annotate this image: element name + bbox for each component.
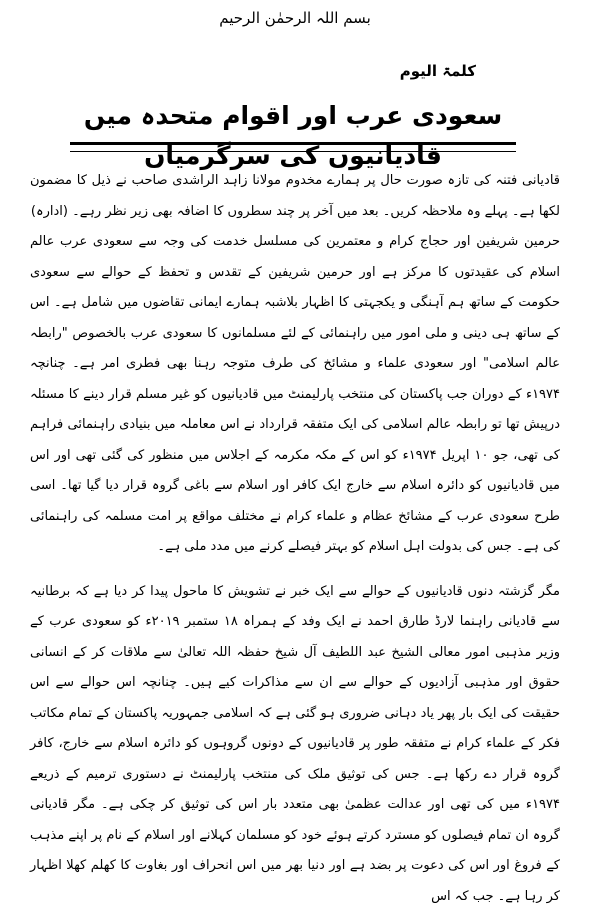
paragraph-recent-news: مگر گزشتہ دنوں قادیانیوں کے حوالے سے ایک خبر نے تشویش کا ماحول پیدا کر دیا ہے کہ برطانیہ سے قادیانی راہنما لارڈ طارق احمد نے ایک وفد کے ہمراہ ۱۸ ستمبر ۲۰۱۹ء کو سعودی عرب کے وزیر مذہبی امور معالی الشیخ عبد اللطیف آل شیخ حفظہ اللہ تعالیٰ سے ملاقات کر کے انسانی حقوق اور مذہبی آزادیوں کے حوالے سے ان سے مذاکرات کیے ہیں۔ چنانچہ اس حوالے سے اس حقیقت کی ایک بار پھر یاد دہانی ضروری ہو گئی ہے کہ اسلامی جمہوریہ پاکستان کے تمام مکاتب فکر کے علماء کرام نے متفقہ طور پر قادیانیوں کے دونوں گروہوں کو دائرہ اسلام سے خارج، کافر گروہ قرار دے رکھا ہے۔ جس کی توثیق ملک کی منتخب پارلیمنٹ نے دستوری ترمیم کے ذریعے ۱۹۷۴ء میں کی تھی اور عدالت عظمیٰ بھی متعدد بار اس کی توثیق کر چکی ہے۔ مگر قادیانی گروہ ان تمام فیصلوں کو مسترد کرتے ہوئے خود کو مسلمان کہلانے اور اسلام کے نام پر اپنے مذہب کے فروغ اور اس کی دعوت پر بضد ہے اور دنیا بھر میں اس انحراف اور بغاوت کا کھلم کھلا اظہار کر رہا ہے۔ جب کہ اس	[30, 583, 560, 904]
bismillah-heading: بسم اللہ الرحمٰن الرحیم	[219, 9, 371, 27]
article-title: سعودی عرب اور اقوام متحدہ میں قادیانیوں کی سرگرمیاں	[70, 96, 516, 145]
section-label: کلمۃ الیوم	[399, 62, 476, 80]
paragraph-intro: قادیانی فتنہ کی تازہ صورت حال پر ہمارے مخدوم مولانا زاہد الراشدی صاحب نے ذیل کا مضمون لکھا ہے۔ پہلے وہ ملاحظہ کریں۔ بعد میں آخر پر چند سطروں کا اضافہ بھی زیر نظر رہے۔ (ادارہ)	[30, 173, 560, 219]
article-body	[30, 166, 560, 912]
paragraph-saudi-arabia: حرمین شریفین اور حجاج کرام و معتمرین کی مسلسل خدمت کی وجہ سے سعودی عرب عالم اسلام کی عقیدتوں کا مرکز ہے اور حرمین شریفین کے تقدس و تحفظ کے حوالے سے سعودی حکومت کے ساتھ ہم آہنگی و یکجہتی کا اظہار بلاشبہ ہمارے ایمانی تقاضوں میں شامل ہے۔ اس کے ساتھ ہی دینی و ملی امور میں راہنمائی کے لئے مسلمانوں کا سعودی عرب بالخصوص "رابطہ عالم اسلامی" اور سعودی علماء و مشائخ کی طرف متوجہ رہنا بھی فطری امر ہے۔ چنانچہ ۱۹۷۴ء کے دوران جب پاکستان کی منتخب پارلیمنٹ میں قادیانیوں کو غیر مسلم قرار دینے کا مسئلہ درپیش تھا تو رابطہ عالم اسلامی کی ایک متفقہ قرارداد نے اس معاملہ میں بنیادی راہنمائی فراہم کی تھی، جو ۱۰ اپریل ۱۹۷۴ء کو اس کے مکہ مکرمہ کے اجلاس میں منظور کی گئی تھی اور اس میں قادیانیوں کو دائرہ اسلام سے خارج ایک کافر اور اسلام سے باغی گروہ قرار دیا گیا تھا۔ اسی طرح سعودی عرب کے مشائخ عظام و علماء کرام نے مختلف مواقع پر امت مسلمہ کی راہنمائی کی ہے۔ جس کی بدولت اہل اسلام کو بہتر فیصلے کرنے میں مدد ملی ہے۔	[30, 234, 560, 554]
